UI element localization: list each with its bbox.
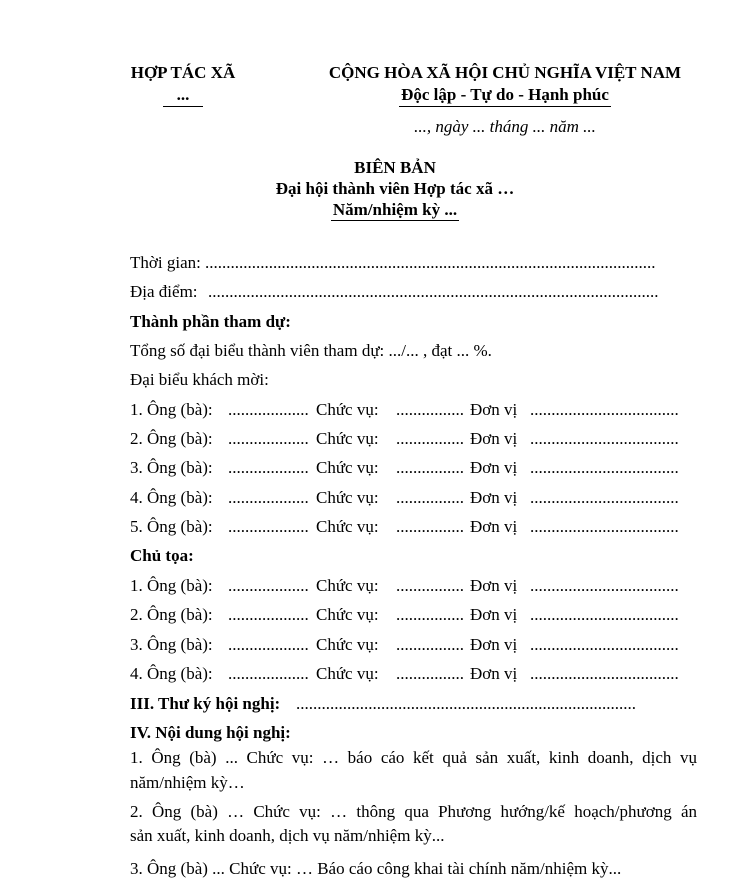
title-term: Năm/nhiệm kỳ ... [332,200,458,219]
chair-prefix: 2. Ông (bà): [130,605,213,624]
content-item-continuation: năm/nhiệm kỳ… [130,773,245,792]
country-name: CỘNG HÒA XÃ HỘI CHỦ NGHĨA VIỆT NAM [328,63,682,82]
chair-unit-label: Đơn vị [470,635,518,654]
chair-position-label: Chức vụ: [316,664,379,683]
guest-position-label: Chức vụ: [316,517,379,536]
guest-position-label: Chức vụ: [316,400,379,419]
guest-unit-dots: ................................... [530,458,679,477]
chair-name-dots: ................... [228,576,309,595]
guest-unit-label: Đơn vị [470,458,518,477]
time-dots: .......................................................................................................... [205,253,656,272]
document-title [0,157,750,221]
motto: Độc lập - Tự do - Hạnh phúc [399,84,611,107]
guest-name-dots: ................... [228,488,309,507]
guest-unit-dots: ................................... [530,400,679,419]
national-header [300,62,710,138]
chair-unit-dots: ................................... [530,664,679,683]
chair-name-dots: ................... [228,664,309,683]
guest-position-dots: ................ [396,488,464,507]
place-label: Địa điểm: [130,282,198,301]
place-dots: .......................................................................................................... [208,282,659,301]
guest-prefix: 5. Ông (bà): [130,517,213,536]
chair-prefix: 4. Ông (bà): [130,664,213,683]
chair-prefix: 3. Ông (bà): [130,635,213,654]
content-item: 3. Ông (bà) ... Chức vụ: … Báo cáo công khai tài chính năm/nhiệm kỳ... [130,859,622,878]
secretary-dots: ................................................................................ [296,694,636,713]
guest-unit-label: Đơn vị [470,429,518,448]
guest-name-dots: ................... [228,458,309,477]
chair-position-dots: ................ [396,664,464,683]
chair-position-dots: ................ [396,576,464,595]
guest-unit-label: Đơn vị [470,517,518,536]
guest-name-dots: ................... [228,400,309,419]
chair-unit-dots: ................................... [530,635,679,654]
time-label: Thời gian: [130,253,201,272]
total-attendees-line: Tổng số đại biểu thành viên tham dự: .../... , đạt ... %. [130,341,492,360]
chair-unit-label: Đơn vị [470,605,518,624]
guests-label: Đại biểu khách mời: [130,370,269,389]
guest-position-dots: ................ [396,458,464,477]
guest-unit-label: Đơn vị [470,488,518,507]
guest-position-dots: ................ [396,517,464,536]
secretary-label: III. Thư ký hội nghị: [130,694,281,713]
guest-unit-dots: ................................... [530,488,679,507]
org-header [118,62,248,107]
guest-position-label: Chức vụ: [316,458,379,477]
content-item-line: 1. Ông (bà) ... Chức vụ: … báo cáo kết quả sản xuất, kinh doanh, dịch vụ [130,748,697,767]
content-item [130,746,697,770]
chair-position-label: Chức vụ: [316,576,379,595]
chair-prefix: 1. Ông (bà): [130,576,213,595]
guest-unit-dots: ................................... [530,517,679,536]
guest-unit-label: Đơn vị [470,400,518,419]
guest-prefix: 3. Ông (bà): [130,458,213,477]
chair-position-dots: ................ [396,635,464,654]
chair-name-dots: ................... [228,635,309,654]
content-heading: IV. Nội dung hội nghị: [130,723,291,742]
guest-name-dots: ................... [228,517,309,536]
guest-position-label: Chức vụ: [316,488,379,507]
title-main: BIÊN BẢN [354,158,436,177]
guest-position-dots: ................ [396,400,464,419]
chair-unit-dots: ................................... [530,576,679,595]
chair-position-label: Chức vụ: [316,605,379,624]
date-line: ..., ngày ... tháng ... năm ... [414,117,596,136]
guest-prefix: 4. Ông (bà): [130,488,213,507]
content-item [130,800,697,824]
org-sub: ... [163,84,204,107]
guest-unit-dots: ................................... [530,429,679,448]
attendees-heading: Thành phần tham dự: [130,312,291,331]
chair-heading: Chủ tọa: [130,546,194,565]
chair-position-dots: ................ [396,605,464,624]
guest-position-label: Chức vụ: [316,429,379,448]
content-item-continuation: sản xuất, kinh doanh, dịch vụ năm/nhiệm kỳ... [130,826,445,845]
title-sub: Đại hội thành viên Hợp tác xã … [275,179,515,198]
chair-position-label: Chức vụ: [316,635,379,654]
guest-name-dots: ................... [228,429,309,448]
chair-unit-label: Đơn vị [470,664,518,683]
chair-unit-dots: ................................... [530,605,679,624]
org-name: HỢP TÁC XÃ [130,63,236,82]
chair-name-dots: ................... [228,605,309,624]
content-item-line: 2. Ông (bà) … Chức vụ: … thông qua Phương hướng/kế hoạch/phương án [130,802,697,821]
guest-prefix: 1. Ông (bà): [130,400,213,419]
guest-position-dots: ................ [396,429,464,448]
chair-unit-label: Đơn vị [470,576,518,595]
guest-prefix: 2. Ông (bà): [130,429,213,448]
